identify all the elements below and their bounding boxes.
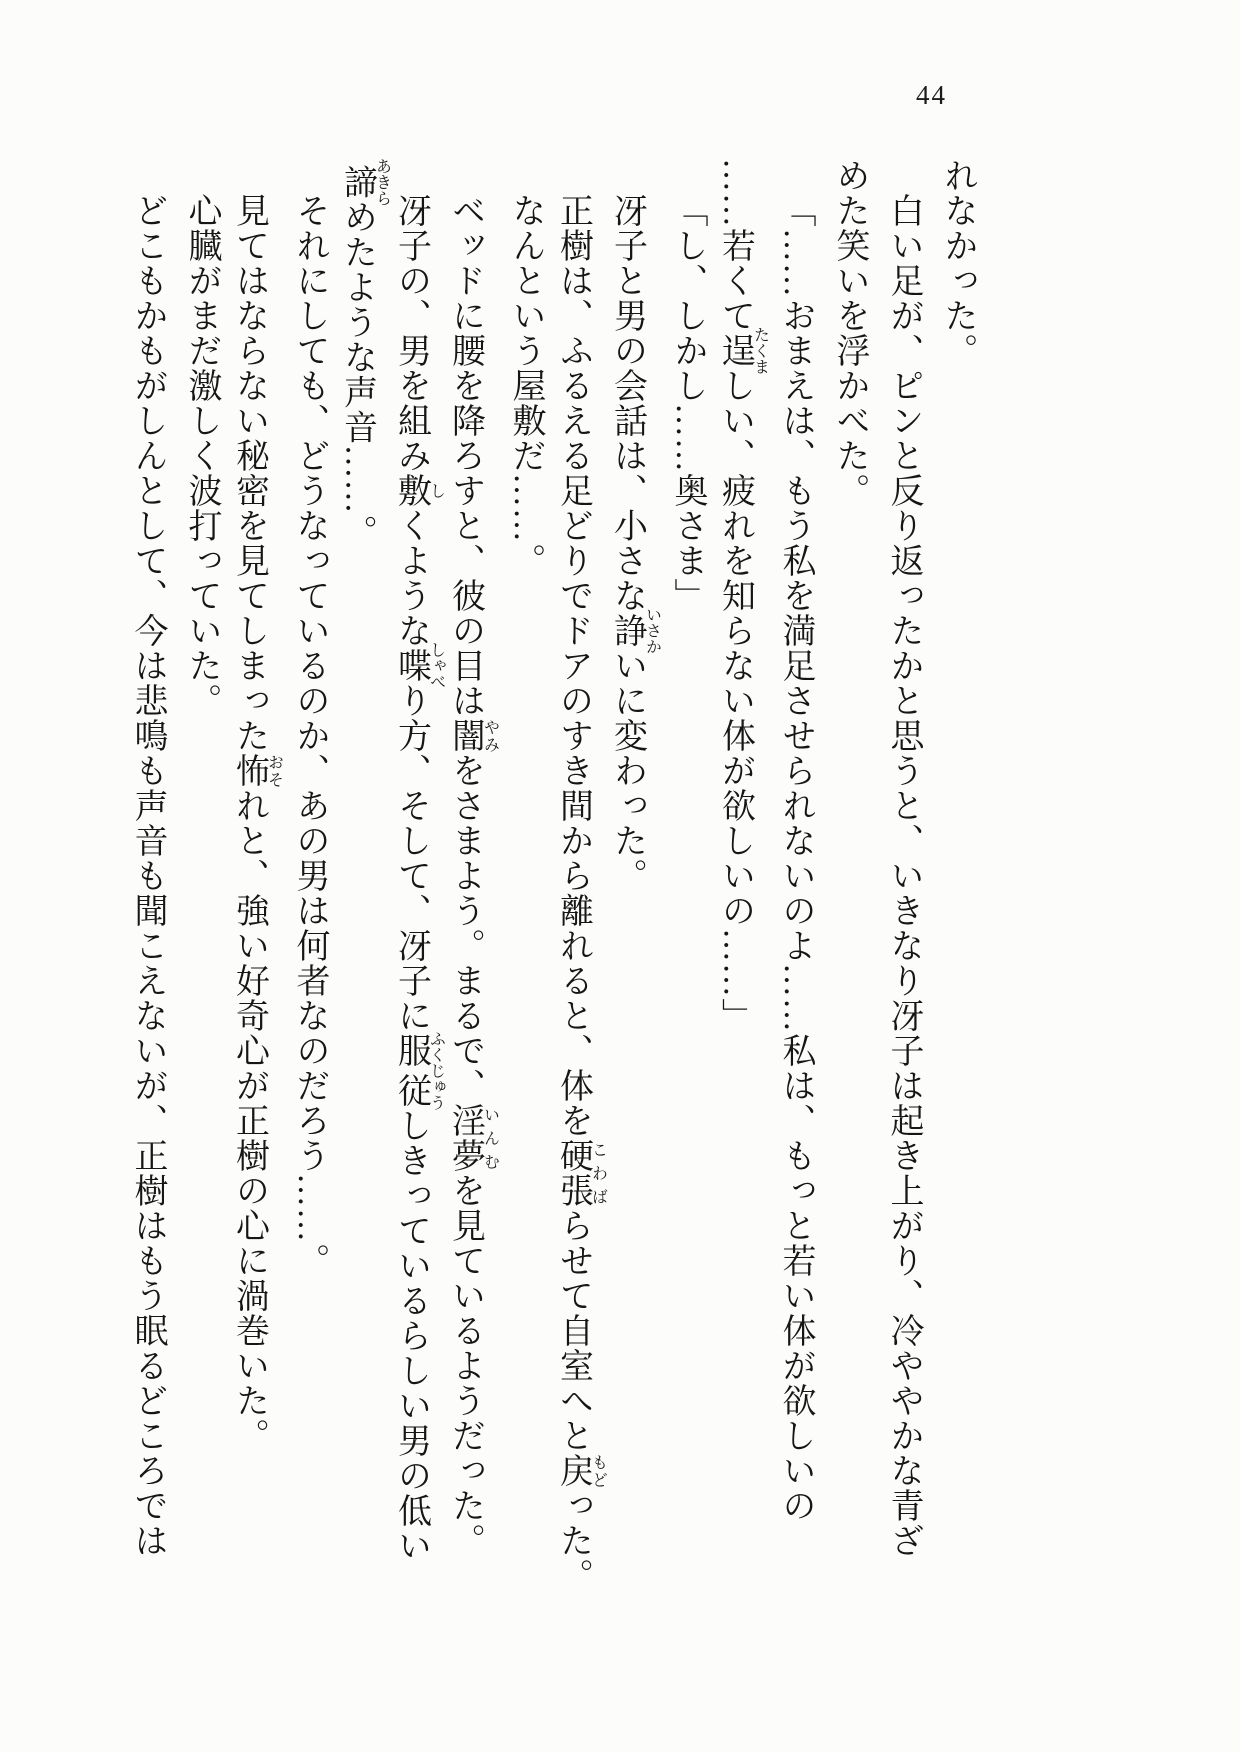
ruby-annotated-word: 諦あきら bbox=[338, 158, 391, 206]
text-column-12: 諦あきらめたような声音……。 bbox=[338, 158, 391, 550]
ruby-annotated-word: 戻もど bbox=[554, 1453, 607, 1488]
ruby-annotated-word: 怖おそ bbox=[230, 753, 283, 788]
ruby-annotated-word: 逞たくま bbox=[716, 326, 769, 375]
text-column-8: 正樹は、ふるえる足どりでドアのすき間から離れると、体を硬張こわばらせて自室へと戻もどった。 bbox=[554, 193, 607, 1593]
text-column-11: 冴子の、男を組み敷しくような喋しゃべり方、そして、冴子に服従ふくじゅうしきっているらしい男の低い bbox=[392, 193, 445, 1563]
text-column-3: めた笑いを浮かべた。 bbox=[831, 158, 868, 508]
ruby-annotated-word: 諍いさか bbox=[608, 606, 661, 655]
ruby-annotated-word: 淫夢いんむ bbox=[446, 1103, 499, 1173]
ruby-annotated-word: 服従ふくじゅう bbox=[392, 1030, 445, 1111]
ruby-annotated-word: 硬張こわば bbox=[554, 1138, 607, 1208]
text-column-14: 見てはならない秘密を見てしまった怖おそれと、強い好奇心が正樹の心に渦巻いた。 bbox=[230, 193, 283, 1453]
text-column-15: 心臓がまだ激しく波打っていた。 bbox=[183, 193, 220, 718]
page-number: 44 bbox=[916, 80, 947, 110]
ruby-annotated-word: 敷し bbox=[392, 473, 445, 508]
text-column-2: 白い足が、ピンと反り返ったかと思うと、いきなり冴子は起き上がり、冷ややかな青ざ bbox=[885, 193, 922, 1558]
text-column-1: れなかった。 bbox=[939, 158, 976, 368]
text-column-10: ベッドに腰を降ろすと、彼の目は闇やみをさまよう。まるで、淫夢いんむを見ているようだった。 bbox=[446, 193, 499, 1558]
text-column-13: それにしても、どうなっているのか、あの男は何者なのだろう……。 bbox=[291, 193, 328, 1278]
text-column-7: 冴子と男の会話は、小さな諍いさかいに変わった。 bbox=[608, 193, 661, 893]
ruby-annotated-word: 喋しゃべ bbox=[392, 641, 445, 690]
text-column-4: 「……おまえは、もう私を満足させられないのよ……私は、もっと若い体が欲しいの bbox=[777, 193, 814, 1523]
text-column-5: ……若くて逞たくましい、疲れを知らない体が欲しいの……」 bbox=[716, 158, 769, 1033]
text-column-6: 「し、しかし……奥さま」 bbox=[669, 193, 706, 613]
text-block bbox=[120, 158, 984, 1593]
text-column-9: なんという屋敷だ……。 bbox=[507, 193, 544, 578]
text-column-16: どこもかもがしんとして、今は悲鳴も声音も聞こえないが、正樹はもう眠るどころでは bbox=[129, 193, 166, 1558]
ruby-annotated-word: 闇やみ bbox=[446, 718, 499, 753]
